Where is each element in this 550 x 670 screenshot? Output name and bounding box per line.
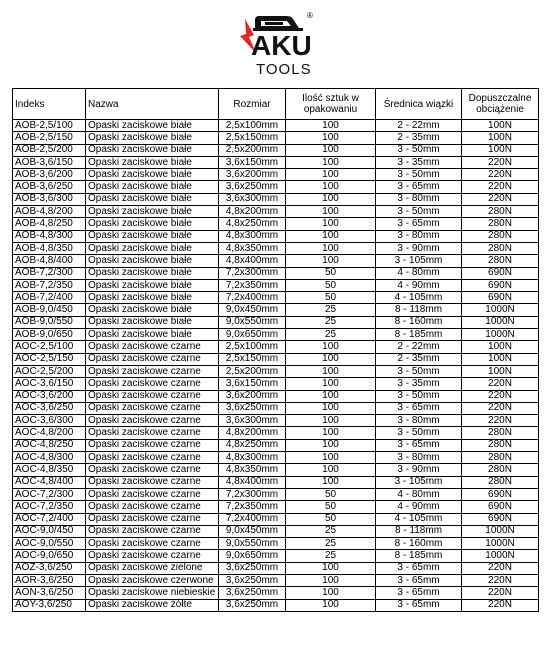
- cell-size: 3,6x250mm: [219, 402, 286, 414]
- cell-diameter: 4 - 80mm: [376, 488, 462, 500]
- cell-name: Opaski zaciskowe białe: [86, 242, 219, 254]
- cell-index: AOB-9,0/650: [13, 329, 86, 341]
- cell-size: 3,6x250mm: [219, 574, 286, 586]
- cell-load: 220N: [462, 415, 539, 427]
- cell-index: AOB-2,5/150: [13, 132, 86, 144]
- cell-size: 7,2x300mm: [219, 488, 286, 500]
- cell-load: 280N: [462, 464, 539, 476]
- cell-load: 280N: [462, 230, 539, 242]
- table-row: [13, 390, 539, 402]
- cell-load: 100N: [462, 144, 539, 156]
- cell-quantity: 100: [286, 439, 376, 451]
- cell-name: Opaski zaciskowe czarne: [86, 488, 219, 500]
- cell-load: 690N: [462, 501, 539, 513]
- cell-load: 1000N: [462, 525, 539, 537]
- cell-diameter: 8 - 160mm: [376, 316, 462, 328]
- cell-index: AOB-9,0/550: [13, 316, 86, 328]
- cell-size: 2,5x150mm: [219, 132, 286, 144]
- cell-name: Opaski zaciskowe białe: [86, 304, 219, 316]
- cell-load: 280N: [462, 206, 539, 218]
- cell-quantity: 25: [286, 329, 376, 341]
- cell-diameter: 3 - 50mm: [376, 365, 462, 377]
- cell-name: Opaski zaciskowe czarne: [86, 538, 219, 550]
- header-load: Dopuszczalne obciążenie: [462, 89, 539, 120]
- cell-index: AOC-4,8/300: [13, 452, 86, 464]
- table-row: [13, 304, 539, 316]
- cell-index: AOC-9,0/450: [13, 525, 86, 537]
- cell-size: 4,8x300mm: [219, 230, 286, 242]
- cell-diameter: 3 - 50mm: [376, 427, 462, 439]
- cell-quantity: 100: [286, 476, 376, 488]
- cell-quantity: 100: [286, 562, 376, 574]
- cell-size: 7,2x400mm: [219, 292, 286, 304]
- cell-index: AOC-4,8/400: [13, 476, 86, 488]
- cell-name: Opaski zaciskowe białe: [86, 181, 219, 193]
- table-row: [13, 169, 539, 181]
- cell-size: 3,6x150mm: [219, 378, 286, 390]
- cell-load: 690N: [462, 292, 539, 304]
- cell-index: AOC-9,0/550: [13, 538, 86, 550]
- table-row: [13, 132, 539, 144]
- table-row: [13, 538, 539, 550]
- cell-load: 280N: [462, 255, 539, 267]
- cell-size: 3,6x300mm: [219, 415, 286, 427]
- cell-size: 2,5x150mm: [219, 353, 286, 365]
- cell-name: Opaski zaciskowe niebieskie: [86, 587, 219, 599]
- cell-load: 220N: [462, 599, 539, 611]
- cell-name: Opaski zaciskowe białe: [86, 132, 219, 144]
- cell-name: Opaski zaciskowe czarne: [86, 550, 219, 562]
- cell-quantity: 100: [286, 181, 376, 193]
- cell-load: 220N: [462, 402, 539, 414]
- cell-diameter: 3 - 65mm: [376, 562, 462, 574]
- table-row: [13, 562, 539, 574]
- table-row: [13, 206, 539, 218]
- cell-load: 100N: [462, 341, 539, 353]
- cell-index: AOB-3,6/250: [13, 181, 86, 193]
- table-row: [13, 292, 539, 304]
- cell-name: Opaski zaciskowe czarne: [86, 378, 219, 390]
- cell-name: Opaski zaciskowe białe: [86, 267, 219, 279]
- cell-size: 3,6x250mm: [219, 587, 286, 599]
- cell-name: Opaski zaciskowe białe: [86, 316, 219, 328]
- cell-size: 9,0x650mm: [219, 550, 286, 562]
- logo-text: AKU: [251, 30, 312, 61]
- cell-quantity: 100: [286, 193, 376, 205]
- cell-quantity: 50: [286, 513, 376, 525]
- table-row: [13, 316, 539, 328]
- cell-index: AOC-4,8/350: [13, 464, 86, 476]
- cell-name: Opaski zaciskowe białe: [86, 292, 219, 304]
- cell-load: 280N: [462, 476, 539, 488]
- cell-load: 220N: [462, 562, 539, 574]
- table-row: [13, 427, 539, 439]
- cell-index: AOC-2,5/200: [13, 365, 86, 377]
- cell-index: AOB-2,5/200: [13, 144, 86, 156]
- cell-quantity: 100: [286, 341, 376, 353]
- cell-diameter: 2 - 22mm: [376, 341, 462, 353]
- cell-name: Opaski zaciskowe czarne: [86, 513, 219, 525]
- cell-load: 100N: [462, 132, 539, 144]
- cell-quantity: 100: [286, 255, 376, 267]
- cell-index: AOZ-3,6/250: [13, 562, 86, 574]
- table-row: [13, 181, 539, 193]
- table-row: [13, 501, 539, 513]
- header-size: Rozmiar: [219, 89, 286, 120]
- cell-quantity: 100: [286, 415, 376, 427]
- table-row: [13, 341, 539, 353]
- cell-load: 690N: [462, 488, 539, 500]
- cell-load: 690N: [462, 513, 539, 525]
- cell-load: 220N: [462, 169, 539, 181]
- cell-name: Opaski zaciskowe czarne: [86, 365, 219, 377]
- cell-index: AOB-7,2/350: [13, 279, 86, 291]
- cell-quantity: 25: [286, 525, 376, 537]
- cell-size: 3,6x150mm: [219, 156, 286, 168]
- cell-name: Opaski zaciskowe czarne: [86, 402, 219, 414]
- cell-quantity: 100: [286, 132, 376, 144]
- cell-load: 1000N: [462, 550, 539, 562]
- cell-size: 9,0x650mm: [219, 329, 286, 341]
- cell-name: Opaski zaciskowe żółte: [86, 599, 219, 611]
- cell-size: 3,6x250mm: [219, 181, 286, 193]
- table-body: [13, 120, 539, 612]
- cell-name: Opaski zaciskowe białe: [86, 255, 219, 267]
- cell-quantity: 100: [286, 378, 376, 390]
- cell-name: Opaski zaciskowe białe: [86, 230, 219, 242]
- cell-diameter: 3 - 50mm: [376, 169, 462, 181]
- cell-diameter: 3 - 50mm: [376, 390, 462, 402]
- cell-name: Opaski zaciskowe białe: [86, 156, 219, 168]
- cell-size: 4,8x200mm: [219, 206, 286, 218]
- cell-quantity: 100: [286, 218, 376, 230]
- table-row: [13, 255, 539, 267]
- table-row: [13, 230, 539, 242]
- table-row: [13, 365, 539, 377]
- cell-name: Opaski zaciskowe czarne: [86, 427, 219, 439]
- cell-load: 1000N: [462, 316, 539, 328]
- cell-load: 280N: [462, 218, 539, 230]
- cell-diameter: 4 - 105mm: [376, 513, 462, 525]
- cell-index: AOB-3,6/200: [13, 169, 86, 181]
- cell-load: 690N: [462, 267, 539, 279]
- cell-diameter: 4 - 90mm: [376, 501, 462, 513]
- cell-size: 3,6x250mm: [219, 562, 286, 574]
- cell-index: AOB-4,8/200: [13, 206, 86, 218]
- cell-name: Opaski zaciskowe białe: [86, 218, 219, 230]
- cell-name: Opaski zaciskowe białe: [86, 169, 219, 181]
- cell-index: AOB-4,8/300: [13, 230, 86, 242]
- table-row: [13, 550, 539, 562]
- cell-quantity: 50: [286, 292, 376, 304]
- cell-name: Opaski zaciskowe czarne: [86, 501, 219, 513]
- cell-load: 690N: [462, 279, 539, 291]
- cell-index: AOR-3,6/250: [13, 574, 86, 586]
- cell-size: 3,6x200mm: [219, 169, 286, 181]
- cell-diameter: 3 - 90mm: [376, 242, 462, 254]
- cell-name: Opaski zaciskowe białe: [86, 279, 219, 291]
- cell-index: AOC-7,2/300: [13, 488, 86, 500]
- cell-quantity: 100: [286, 353, 376, 365]
- cell-name: Opaski zaciskowe białe: [86, 329, 219, 341]
- cell-index: AOC-4,8/250: [13, 439, 86, 451]
- cell-size: 7,2x350mm: [219, 501, 286, 513]
- cell-index: AOC-2,5/100: [13, 341, 86, 353]
- cell-size: 3,6x300mm: [219, 193, 286, 205]
- table-row: [13, 464, 539, 476]
- cell-size: 4,8x400mm: [219, 255, 286, 267]
- cell-index: AOB-4,8/400: [13, 255, 86, 267]
- cell-name: Opaski zaciskowe czarne: [86, 525, 219, 537]
- table-row: [13, 402, 539, 414]
- cell-name: Opaski zaciskowe białe: [86, 144, 219, 156]
- cell-index: AOB-7,2/300: [13, 267, 86, 279]
- cell-diameter: 4 - 80mm: [376, 267, 462, 279]
- cell-load: 280N: [462, 427, 539, 439]
- table-row: [13, 193, 539, 205]
- table-row: [13, 476, 539, 488]
- cell-load: 220N: [462, 390, 539, 402]
- header-quantity: Ilość sztuk w opakowaniu: [286, 89, 376, 120]
- cell-load: 220N: [462, 574, 539, 586]
- cell-name: Opaski zaciskowe białe: [86, 206, 219, 218]
- cell-diameter: 4 - 105mm: [376, 292, 462, 304]
- cell-index: AOC-3,6/200: [13, 390, 86, 402]
- cell-index: AOB-4,8/250: [13, 218, 86, 230]
- cell-diameter: 3 - 35mm: [376, 378, 462, 390]
- cell-index: AOC-3,6/250: [13, 402, 86, 414]
- cell-index: AOB-2,5/100: [13, 120, 86, 132]
- registered-mark: ®: [307, 11, 313, 20]
- cell-quantity: 100: [286, 427, 376, 439]
- cell-load: 100N: [462, 120, 539, 132]
- cell-diameter: 3 - 105mm: [376, 255, 462, 267]
- cell-size: 9,0x550mm: [219, 316, 286, 328]
- table-row: [13, 329, 539, 341]
- cell-name: Opaski zaciskowe białe: [86, 193, 219, 205]
- cell-diameter: 2 - 35mm: [376, 353, 462, 365]
- cell-quantity: 100: [286, 402, 376, 414]
- cell-quantity: 25: [286, 304, 376, 316]
- cell-quantity: 100: [286, 230, 376, 242]
- table-row: [13, 525, 539, 537]
- cell-index: AOC-2,5/150: [13, 353, 86, 365]
- cell-size: 4,8x350mm: [219, 242, 286, 254]
- cell-diameter: 8 - 185mm: [376, 550, 462, 562]
- logo-subtext: TOOLS: [256, 61, 312, 78]
- cell-diameter: 3 - 65mm: [376, 439, 462, 451]
- cell-index: AOB-3,6/150: [13, 156, 86, 168]
- cell-name: Opaski zaciskowe czarne: [86, 353, 219, 365]
- cell-quantity: 50: [286, 501, 376, 513]
- cell-name: Opaski zaciskowe czarne: [86, 341, 219, 353]
- table-row: [13, 513, 539, 525]
- cell-diameter: 3 - 65mm: [376, 574, 462, 586]
- cell-load: 220N: [462, 156, 539, 168]
- cell-name: Opaski zaciskowe czerwone: [86, 574, 219, 586]
- cell-diameter: 3 - 90mm: [376, 464, 462, 476]
- cell-quantity: 100: [286, 365, 376, 377]
- table-row: [13, 415, 539, 427]
- cell-quantity: 100: [286, 242, 376, 254]
- cell-quantity: 50: [286, 267, 376, 279]
- cell-quantity: 100: [286, 120, 376, 132]
- table-row: [13, 120, 539, 132]
- cell-load: 100N: [462, 365, 539, 377]
- cell-load: 1000N: [462, 304, 539, 316]
- cell-quantity: 50: [286, 488, 376, 500]
- cell-size: 2,5x200mm: [219, 365, 286, 377]
- cell-diameter: 8 - 118mm: [376, 304, 462, 316]
- cell-diameter: 4 - 90mm: [376, 279, 462, 291]
- cell-diameter: 3 - 35mm: [376, 156, 462, 168]
- table-row: [13, 242, 539, 254]
- table-row: [13, 488, 539, 500]
- cell-index: AOC-9,0/650: [13, 550, 86, 562]
- cell-diameter: 3 - 50mm: [376, 144, 462, 156]
- cell-quantity: 100: [286, 156, 376, 168]
- table-row: [13, 267, 539, 279]
- header-diameter: Średnica wiązki: [376, 89, 462, 120]
- cell-load: 1000N: [462, 329, 539, 341]
- cell-index: AOB-4,8/350: [13, 242, 86, 254]
- cell-index: AOB-7,2/400: [13, 292, 86, 304]
- cell-name: Opaski zaciskowe czarne: [86, 464, 219, 476]
- cell-size: 2,5x100mm: [219, 341, 286, 353]
- planer-icon: [253, 16, 303, 31]
- cell-quantity: 100: [286, 169, 376, 181]
- cell-quantity: 100: [286, 599, 376, 611]
- cell-diameter: 3 - 65mm: [376, 218, 462, 230]
- cell-index: AOC-4,8/200: [13, 427, 86, 439]
- cell-size: 2,5x100mm: [219, 120, 286, 132]
- cell-load: 220N: [462, 181, 539, 193]
- header-index: Indeks: [13, 89, 86, 120]
- cell-size: 4,8x250mm: [219, 439, 286, 451]
- cell-diameter: 3 - 80mm: [376, 415, 462, 427]
- cell-load: 280N: [462, 452, 539, 464]
- cell-index: AOY-3,6/250: [13, 599, 86, 611]
- cell-name: Opaski zaciskowe czarne: [86, 439, 219, 451]
- cell-quantity: 25: [286, 538, 376, 550]
- cell-size: 4,8x400mm: [219, 476, 286, 488]
- table-header: [13, 89, 539, 120]
- cell-index: AOC-3,6/150: [13, 378, 86, 390]
- cell-diameter: 3 - 65mm: [376, 587, 462, 599]
- cell-diameter: 3 - 80mm: [376, 193, 462, 205]
- cell-size: 9,0x550mm: [219, 538, 286, 550]
- cell-load: 100N: [462, 353, 539, 365]
- table-row: [13, 587, 539, 599]
- table-row: [13, 218, 539, 230]
- cell-load: 220N: [462, 193, 539, 205]
- cell-size: 4,8x250mm: [219, 218, 286, 230]
- cell-size: 7,2x400mm: [219, 513, 286, 525]
- cell-name: Opaski zaciskowe czarne: [86, 452, 219, 464]
- cell-size: 2,5x200mm: [219, 144, 286, 156]
- aku-tools-logo: [225, 4, 335, 78]
- cell-size: 7,2x350mm: [219, 279, 286, 291]
- cell-name: Opaski zaciskowe zielone: [86, 562, 219, 574]
- cell-load: 280N: [462, 242, 539, 254]
- cell-diameter: 8 - 185mm: [376, 329, 462, 341]
- cell-quantity: 100: [286, 587, 376, 599]
- cell-name: Opaski zaciskowe białe: [86, 120, 219, 132]
- cell-index: AOB-3,6/300: [13, 193, 86, 205]
- cell-diameter: 3 - 105mm: [376, 476, 462, 488]
- cell-name: Opaski zaciskowe czarne: [86, 390, 219, 402]
- cell-quantity: 100: [286, 464, 376, 476]
- cell-size: 3,6x250mm: [219, 599, 286, 611]
- table-row: [13, 452, 539, 464]
- cell-diameter: 3 - 65mm: [376, 181, 462, 193]
- cell-index: AOC-3,6/300: [13, 415, 86, 427]
- cell-name: Opaski zaciskowe czarne: [86, 476, 219, 488]
- cell-load: 280N: [462, 439, 539, 451]
- cell-quantity: 25: [286, 316, 376, 328]
- cell-load: 1000N: [462, 538, 539, 550]
- table-row: [13, 144, 539, 156]
- cell-index: AOC-7,2/350: [13, 501, 86, 513]
- table-row: [13, 378, 539, 390]
- header-name: Nazwa: [86, 89, 219, 120]
- cell-quantity: 50: [286, 279, 376, 291]
- cell-index: AON-3,6/250: [13, 587, 86, 599]
- table-row: [13, 439, 539, 451]
- cell-diameter: 3 - 65mm: [376, 599, 462, 611]
- cell-quantity: 100: [286, 144, 376, 156]
- cell-name: Opaski zaciskowe czarne: [86, 415, 219, 427]
- cell-size: 3,6x200mm: [219, 390, 286, 402]
- cell-load: 220N: [462, 378, 539, 390]
- cell-size: 9,0x450mm: [219, 304, 286, 316]
- table-row: [13, 279, 539, 291]
- cell-size: 4,8x300mm: [219, 452, 286, 464]
- cell-diameter: 8 - 160mm: [376, 538, 462, 550]
- cell-quantity: 100: [286, 574, 376, 586]
- product-table: [12, 88, 539, 612]
- cell-quantity: 25: [286, 550, 376, 562]
- table-row: [13, 353, 539, 365]
- cell-size: 7,2x300mm: [219, 267, 286, 279]
- cell-quantity: 100: [286, 452, 376, 464]
- cell-quantity: 100: [286, 206, 376, 218]
- table-row: [13, 156, 539, 168]
- cell-load: 220N: [462, 587, 539, 599]
- cell-diameter: 3 - 80mm: [376, 452, 462, 464]
- cell-size: 4,8x200mm: [219, 427, 286, 439]
- cell-quantity: 100: [286, 390, 376, 402]
- cell-diameter: 2 - 35mm: [376, 132, 462, 144]
- table-row: [13, 574, 539, 586]
- cell-index: AOC-7,2/400: [13, 513, 86, 525]
- cell-diameter: 3 - 65mm: [376, 402, 462, 414]
- cell-diameter: 3 - 80mm: [376, 230, 462, 242]
- cell-size: 9,0x450mm: [219, 525, 286, 537]
- cell-diameter: 2 - 22mm: [376, 120, 462, 132]
- cell-diameter: 8 - 118mm: [376, 525, 462, 537]
- cell-diameter: 3 - 50mm: [376, 206, 462, 218]
- cell-index: AOB-9,0/450: [13, 304, 86, 316]
- cell-size: 4,8x350mm: [219, 464, 286, 476]
- table-row: [13, 599, 539, 611]
